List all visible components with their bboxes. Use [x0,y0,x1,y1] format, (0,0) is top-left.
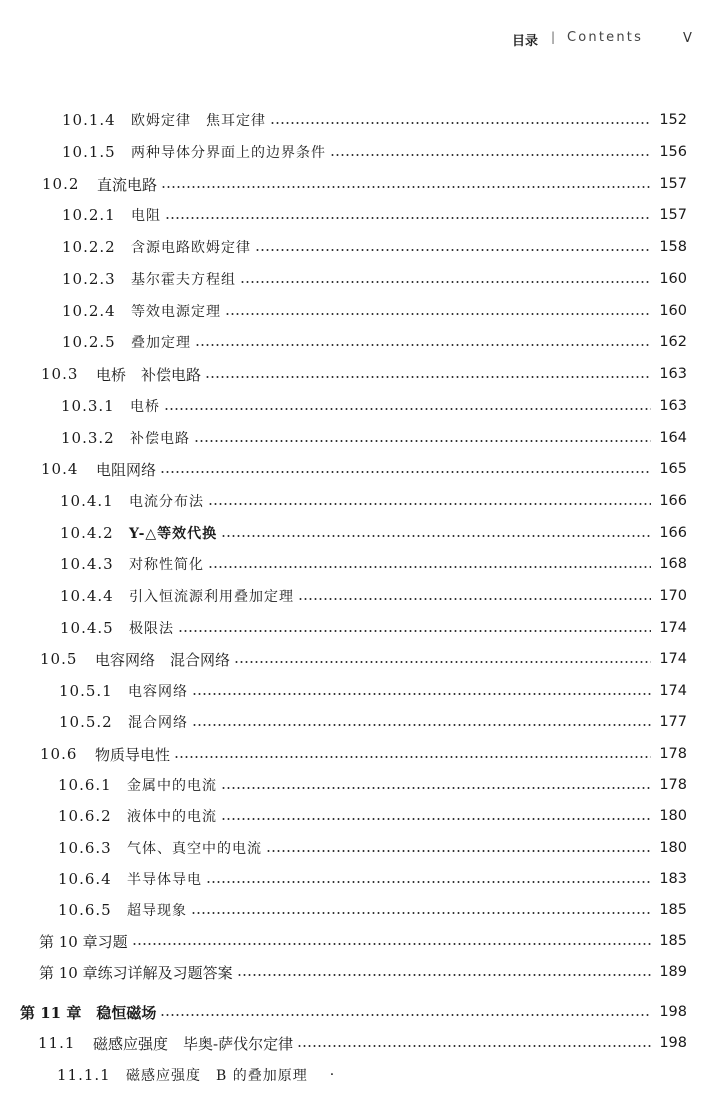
toc-entry-title: 液体中的电流 [127,809,217,825]
header-title: 目录 [512,34,539,49]
toc-entry-number: 10.6 [40,745,78,763]
toc-entry-page: 170 [659,588,687,604]
toc-entry-number: 10.5.2 [59,713,113,731]
toc-entry-title: 两种导体分界面上的边界条件 [131,145,326,161]
dot-leader [174,756,651,758]
toc-entry[interactable] [62,141,687,163]
toc-entry-page: 166 [659,493,687,509]
toc-entry[interactable] [60,617,687,639]
toc-entry[interactable] [57,1064,457,1086]
toc-entry-title: 基尔霍夫方程组 [131,272,236,288]
toc-entry-number: 10.4.1 [60,492,114,510]
toc-entry-page: 180 [659,840,687,856]
toc-entry-title: 磁感应强度 B 的叠加原理 [126,1068,308,1084]
dot-leader [240,281,651,283]
toc-entry[interactable] [59,680,687,702]
toc-entry-title: 第 10 章练习详解及习题答案 [39,963,233,982]
toc-entry-number: 10.2.2 [62,238,116,256]
toc-entry-number: 10.1.5 [62,143,116,161]
toc-entry[interactable] [62,204,687,226]
toc-entry-page: 178 [659,777,687,793]
dot-leader [330,154,651,156]
dot-leader [191,912,651,914]
dot-leader [208,503,651,505]
toc-entry[interactable] [39,961,687,983]
toc-entry-number: 10.4.3 [60,555,114,573]
toc-entry-page: 183 [659,871,687,887]
toc-entry-number: 11.1 [38,1034,76,1052]
toc-entry[interactable] [62,268,687,290]
toc-entry-page: 163 [659,398,687,414]
toc-entry[interactable] [39,930,687,952]
header-title-en: Contents [567,30,644,45]
toc-entry-title: 含源电路欧姆定律 [131,240,251,256]
dot-leader [225,313,651,315]
toc-entry-title: 补偿电路 [130,431,190,447]
toc-entry-title: 电阻网络 [96,460,157,479]
toc-entry-title: 混合网络 [128,715,188,731]
dot-leader [208,566,651,568]
dot-leader [221,787,651,789]
toc-entry-page: 164 [659,430,687,446]
toc-entry-title: 电桥 [130,399,160,415]
toc-entry-number: 10.4.5 [60,619,114,637]
toc-entry-page: 157 [659,207,687,223]
toc-entry-number: 10.2.5 [62,333,116,351]
toc-entry-page: 198 [659,1004,687,1020]
toc-entry-number: 10.5 [40,650,78,668]
toc-entry-page: 166 [659,525,687,541]
toc-entry-title: 欧姆定律 焦耳定律 [131,113,266,129]
toc-entry-number: 10.5.1 [59,682,113,700]
toc-entry[interactable] [62,331,687,353]
toc-entry-number: 10.2.3 [62,270,116,288]
toc-entry-number: 10.6.4 [58,870,112,888]
toc-entry-title: 超导现象 [127,903,187,919]
toc-entry-title: 电流分布法 [129,494,204,510]
toc-entry-page: 157 [659,176,687,192]
dot-leader [234,661,651,663]
toc-entry-page: 160 [659,271,687,287]
toc-entry-page: 174 [659,620,687,636]
toc-entry-number: 11.1.1 [57,1066,111,1084]
dot-leader [195,344,651,346]
toc-entry-title: 电容网络 [128,684,188,700]
toc-entry-title: 气体、真空中的电流 [127,841,262,857]
toc-entry[interactable] [58,774,687,796]
toc-entry-title: 半导体导电 [127,872,202,888]
toc-entry[interactable] [59,711,687,733]
toc-entry-page: 185 [659,933,687,949]
toc-entry-number: 10.1.4 [62,111,116,129]
toc-entry[interactable] [62,109,687,131]
toc-entry[interactable] [58,805,687,827]
toc-entry-title: 叠加定理 [131,335,191,351]
dot-leader [270,122,651,124]
toc-entry-title: 第 11 章 稳恒磁场 [20,1003,157,1022]
toc-entry-title: Y-△等效代换 [129,526,218,542]
toc-entry-title: 电阻 [131,208,161,224]
toc-entry-number: 10.3 [41,365,79,383]
toc-entry-title: 极限法 [129,621,174,637]
toc-entry-page: 165 [659,461,687,477]
dot-leader [160,1014,651,1016]
toc-entry-number: 10.2.1 [62,206,116,224]
toc-entry-title: 引入恒流源利用叠加定理 [129,589,294,605]
dot-leader [194,440,651,442]
toc-entry[interactable] [41,363,687,385]
toc-entry-number: 10.3.2 [61,429,115,447]
toc-entry-title: 等效电源定理 [131,304,221,320]
header-separator: | [551,30,556,44]
dot-leader [160,471,651,473]
toc-entry-title: 电容网络 混合网络 [95,650,231,669]
dot-leader [221,535,651,537]
dot-leader [266,850,651,852]
toc-entry[interactable] [58,899,687,921]
toc-entry-page: 177 [659,714,687,730]
toc-entry-number: 10.2.4 [62,302,116,320]
toc-entry-number: 10.2 [42,175,80,193]
toc-entry[interactable] [60,522,687,544]
toc-entry-title: 物质导电性 [95,745,171,764]
dot-leader [192,693,651,695]
toc-entry[interactable] [40,743,687,765]
toc-entry-page: 156 [659,144,687,160]
toc-entry[interactable] [42,173,687,195]
toc-entry-title: 电桥 补偿电路 [96,365,202,384]
trailing-dot: · [329,1067,335,1083]
toc-entry-number: 10.6.3 [58,839,112,857]
toc-entry-page: 189 [659,964,687,980]
toc-entry[interactable] [60,585,687,607]
toc-entry-title: 第 10 章习题 [39,932,128,951]
toc-entry[interactable] [62,300,687,322]
toc-entry-number: 10.6.5 [58,901,112,919]
toc-entry-page: 162 [659,334,687,350]
header-page-number: V [683,31,692,46]
toc-entry[interactable] [62,236,687,258]
toc-entry-page: 158 [659,239,687,255]
toc-entry-number: 10.6.2 [58,807,112,825]
toc-entry[interactable] [60,490,687,512]
dot-leader [161,186,651,188]
dot-leader [221,818,651,820]
toc-entry-page: 185 [659,902,687,918]
toc-entry[interactable] [40,648,687,670]
toc-entry-number: 10.3.1 [61,397,115,415]
toc-entry-page: 180 [659,808,687,824]
dot-leader [164,408,651,410]
dot-leader [205,376,651,378]
dot-leader [298,598,651,600]
toc-entry[interactable] [41,458,687,480]
dot-leader [255,249,651,251]
dot-leader [192,724,651,726]
toc-entry[interactable] [61,395,687,417]
toc-entry-number: 10.4.4 [60,587,114,605]
toc-entry-number: 10.4 [41,460,79,478]
toc-entry-page: 168 [659,556,687,572]
toc-entry-number: 10.4.2 [60,524,114,542]
toc-entry-page: 198 [659,1035,687,1051]
toc-entry-title: 金属中的电流 [127,778,217,794]
dot-leader [297,1045,651,1047]
toc-chapter-entry[interactable] [20,1001,687,1023]
toc-entry-page: 163 [659,366,687,382]
toc-entry-page: 160 [659,303,687,319]
dot-leader [237,974,651,976]
toc-entry[interactable] [58,837,687,859]
toc-entry-number: 10.6.1 [58,776,112,794]
dot-leader [165,217,651,219]
toc-entry[interactable] [38,1032,687,1054]
toc-entry-page: 152 [659,112,687,128]
toc-entry-page: 178 [659,746,687,762]
dot-leader [132,943,651,945]
toc-entry[interactable] [60,553,687,575]
running-header [0,28,719,50]
toc-entry[interactable] [58,868,687,890]
toc-entry-title: 磁感应强度 毕奥-萨伐尔定律 [93,1034,294,1053]
toc-entry-page: 174 [659,651,687,667]
dot-leader [178,630,651,632]
dot-leader [206,881,651,883]
toc-entry-title: 对称性简化 [129,557,204,573]
toc-entry-page: 174 [659,683,687,699]
toc-entry[interactable] [61,427,687,449]
toc-entry-title: 直流电路 [97,175,158,194]
